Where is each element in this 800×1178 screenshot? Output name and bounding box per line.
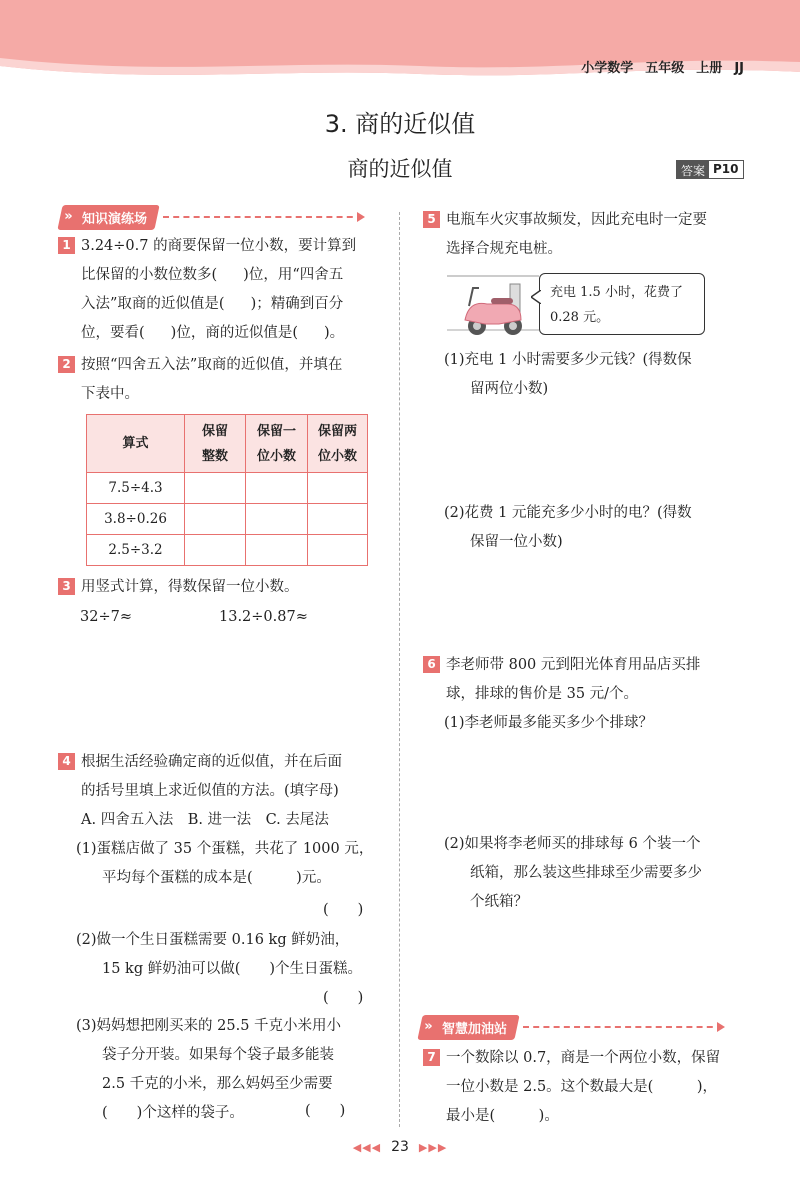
sub-question: (1)蛋糕店做了 35 个蛋糕，共花了 1000 元， <box>76 841 374 857</box>
bubble-text: 充电 1.5 小时，花费了 <box>550 285 683 300</box>
sub-question: 平均每个蛋糕的成本是( )元。 <box>102 870 331 886</box>
question-text: 的括号里填上求近似值的方法。(填字母) <box>81 783 339 799</box>
speech-bubble <box>539 273 705 335</box>
table-header: 算式 <box>87 415 185 473</box>
dashed-arrow-line <box>523 1026 723 1028</box>
sub-question: 留两位小数) <box>470 381 549 397</box>
bubble-tail <box>531 290 541 304</box>
table-row <box>87 504 368 535</box>
sub-question: (2)花费 1 元能充多少小时的电？(得数 <box>444 505 692 521</box>
question-text: 根据生活经验确定商的近似值，并在后面 <box>81 754 342 770</box>
question-text: 用竖式计算，得数保留一位小数。 <box>81 579 299 595</box>
question-text: 球，排球的售价是 35 元/个。 <box>446 686 639 702</box>
table-header: 保留一 位小数 <box>246 415 308 473</box>
question-5-part-1 <box>444 346 764 404</box>
answer-page: P10 <box>709 161 743 178</box>
option-list: A. 四舍五入法 B. 进一法 C. 去尾法 <box>81 812 329 828</box>
sub-question: (3)妈妈想把刚买来的 25.5 千克小米用小 <box>76 1018 342 1034</box>
question-number: 6 <box>423 656 440 673</box>
table-cell-expression: 7.5÷4.3 <box>87 473 185 504</box>
sub-question: 2.5 千克的小米，那么妈妈至少需要 <box>102 1076 333 1092</box>
table-row <box>87 473 368 504</box>
question-text: )位，商的近似值是( <box>170 325 298 341</box>
table-cell-answer[interactable] <box>246 504 308 535</box>
bubble-text: 0.28 元。 <box>550 310 610 325</box>
sub-question: 袋子分开装。如果每个袋子最多能装 <box>102 1047 334 1063</box>
question-4-part-2 <box>76 926 393 984</box>
table-cell-answer[interactable] <box>185 535 246 566</box>
double-arrow-icon: » <box>64 208 73 224</box>
page-footer <box>0 1139 800 1155</box>
sub-question: (2)做一个生日蛋糕需要 0.16 kg 鲜奶油， <box>76 932 350 948</box>
sub-question: (2)如果将李老师买的排球每 6 个装一个 <box>444 836 701 852</box>
question-number: 4 <box>58 753 75 770</box>
answer-paren[interactable]: ( ) <box>323 990 364 1006</box>
header-band <box>0 0 800 90</box>
table-cell-expression: 2.5÷3.2 <box>87 535 185 566</box>
question-number: 2 <box>58 356 75 373</box>
sub-question: 15 kg 鲜奶油可以做( )个生日蛋糕。 <box>102 961 363 977</box>
table-cell-answer[interactable] <box>185 473 246 504</box>
question-number: 5 <box>423 211 440 228</box>
double-arrow-icon: » <box>424 1018 433 1034</box>
question-text: 李老师带 800 元到阳光体育用品店买排 <box>446 657 701 673</box>
approximation-table <box>86 414 368 566</box>
section-pill <box>57 205 159 230</box>
question-1 <box>58 232 388 348</box>
section-title: 智慧加油站 <box>442 1021 508 1037</box>
question-7 <box>423 1044 768 1131</box>
table-cell-answer[interactable] <box>246 473 308 504</box>
section-banner-challenge <box>420 1014 723 1040</box>
right-arrows-icon: ▶▶▶ <box>418 1141 448 1154</box>
question-5 <box>423 206 763 264</box>
question-number: 7 <box>423 1049 440 1066</box>
header-subject: 小学数学 <box>581 61 634 76</box>
sub-question: ( )个这样的袋子。 <box>102 1105 244 1121</box>
question-text: 最小是( )。 <box>446 1108 559 1124</box>
question-text: )；精确到百分 <box>250 296 344 312</box>
section-pill <box>417 1015 519 1040</box>
table-header: 保留两 位小数 <box>308 415 368 473</box>
table-cell-answer[interactable] <box>185 504 246 535</box>
sub-question: (1)李老师最多能买多少个排球？ <box>444 715 654 731</box>
question-number: 1 <box>58 237 75 254</box>
question-text: 入法”取商的近似值是( <box>81 296 225 312</box>
question-text: 下表中。 <box>81 386 139 402</box>
page-title: 3. 商的近似值 <box>324 110 476 138</box>
header-info <box>569 57 744 76</box>
header-edition: JJ <box>734 61 744 76</box>
question-3 <box>58 573 388 602</box>
question-text: 按照“四舍五入法”取商的近似值，并填在 <box>81 357 343 373</box>
page-number: 23 <box>391 1139 409 1155</box>
question-text: 比保留的小数位数多( <box>81 267 218 283</box>
question-4-part-3 <box>76 1012 393 1128</box>
table-row <box>87 535 368 566</box>
answer-tag <box>676 160 744 179</box>
question-text: 选择合规充电桩。 <box>446 241 562 257</box>
header-grade: 五年级 <box>645 61 685 76</box>
sub-question: 纸箱，那么装这些排球至少需要多少 <box>470 865 702 881</box>
question-text: 一个数除以 0.7，商是一个两位小数，保留 <box>446 1050 721 1066</box>
table-cell-answer[interactable] <box>246 535 308 566</box>
page-subtitle: 商的近似值 <box>347 157 453 181</box>
question-text: 电瓶车火灾事故频发，因此充电时一定要 <box>446 212 707 228</box>
section-banner-practice <box>60 204 363 230</box>
question-number: 3 <box>58 578 75 595</box>
column-divider <box>399 212 400 1127</box>
question-6-part-2 <box>444 830 764 917</box>
table-header: 保留 整数 <box>185 415 246 473</box>
dashed-arrow-line <box>163 216 363 218</box>
table-cell-expression: 3.8÷0.26 <box>87 504 185 535</box>
table-cell-answer[interactable] <box>308 504 368 535</box>
header-term: 上册 <box>696 61 723 76</box>
question-2 <box>58 351 388 409</box>
question-text: )位，用“四舍五 <box>243 267 344 283</box>
table-cell-answer[interactable] <box>308 535 368 566</box>
question-5-part-2 <box>444 499 764 557</box>
question-text: 位，要看( <box>81 325 145 341</box>
expression-2: 13.2÷0.87≈ <box>219 609 308 625</box>
sub-question: 保留一位小数) <box>470 534 563 550</box>
question-text: 一位小数是 2.5。这个数最大是( )， <box>446 1079 717 1095</box>
answer-paren[interactable]: ( ) <box>323 902 364 918</box>
answer-label: 答案 <box>677 161 709 178</box>
question-text: )。 <box>324 325 345 341</box>
sub-question: 个纸箱？ <box>470 894 528 910</box>
left-arrows-icon: ◀◀◀ <box>352 1141 382 1154</box>
section-title: 知识演练场 <box>82 211 148 227</box>
question-6 <box>423 651 763 738</box>
sub-question: (1)充电 1 小时需要多少元钱？(得数保 <box>444 352 692 368</box>
expression-1: 32÷7≈ <box>80 609 132 625</box>
question-4 <box>58 748 393 893</box>
question-text: 3.24÷0.7 的商要保留一位小数，要计算到 <box>81 238 357 254</box>
table-cell-answer[interactable] <box>308 473 368 504</box>
answer-paren[interactable]: ( ) <box>305 1103 346 1119</box>
